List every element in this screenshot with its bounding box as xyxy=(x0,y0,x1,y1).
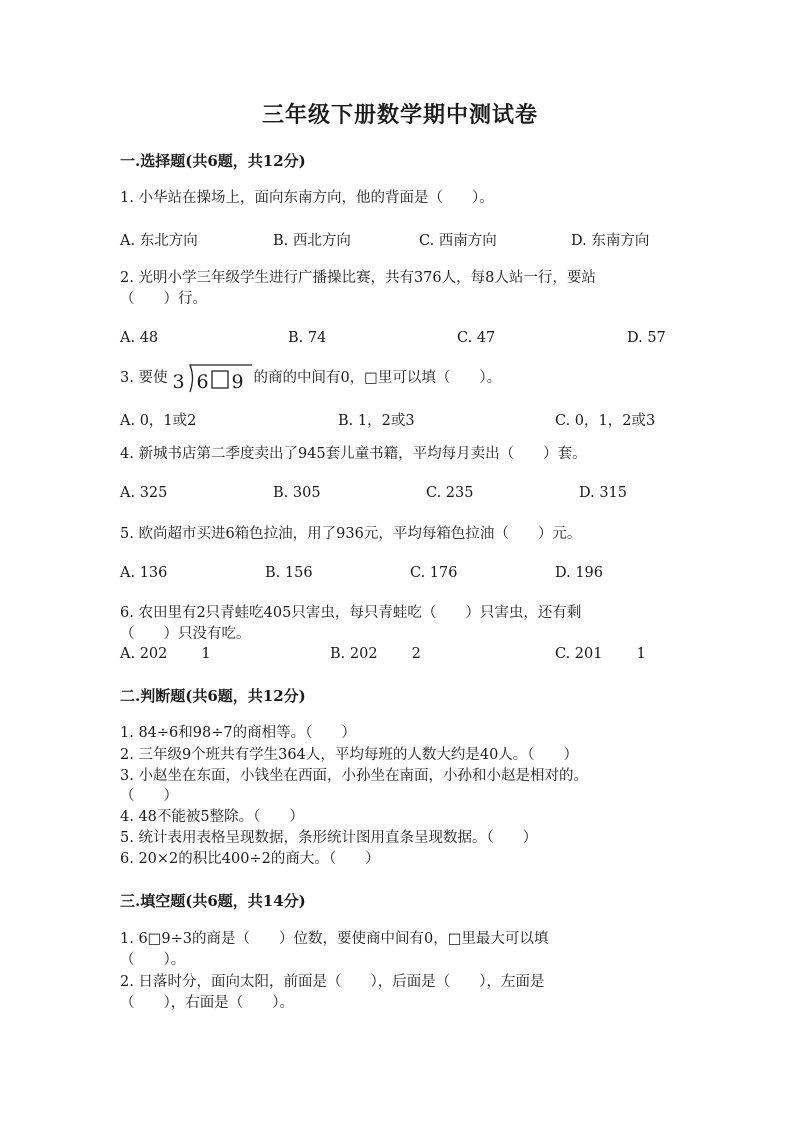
option-b[interactable]: B. 1，2或3 xyxy=(338,413,415,429)
judgement-item-3: 3. 小赵坐在东面，小钱坐在西面，小孙坐在南面，小孙和小赵是相对的。 xyxy=(120,768,588,784)
division-digit-1: 6 xyxy=(196,371,209,393)
option-a[interactable] xyxy=(120,646,211,662)
option-c[interactable]: C. 235 xyxy=(426,485,474,501)
section-heading-judgement: 二.判断题(共6题，共12分) xyxy=(120,687,306,705)
option-b[interactable]: B. 156 xyxy=(265,565,313,581)
option-a-second: 1 xyxy=(201,646,211,662)
judgement-item-5: 5. 统计表用表格呈现数据，条形统计图用直条呈现数据。（ ） xyxy=(120,830,538,846)
option-a[interactable]: A. 136 xyxy=(120,565,168,581)
division-digit-3: 9 xyxy=(231,371,244,393)
fill-item-1: 1. 6□9÷3的商是（ ）位数，要使商中间有0，□里最大可以填 xyxy=(120,931,549,947)
option-c-first: C. 201 xyxy=(555,646,603,662)
question-3-suffix: 的商的中间有0，□里可以填（ ）。 xyxy=(253,370,502,386)
option-c[interactable]: C. 西南方向 xyxy=(419,233,497,249)
option-d[interactable]: D. 东南方向 xyxy=(571,233,650,249)
judgement-item-3-cont: （ ） xyxy=(120,788,178,804)
option-a[interactable]: A. 48 xyxy=(120,330,159,346)
option-b[interactable]: B. 305 xyxy=(273,485,321,501)
fill-item-1-cont: （ ）。 xyxy=(120,952,186,968)
option-b-first: B. 202 xyxy=(330,646,378,662)
fill-item-2-cont: （ ），右面是（ ）。 xyxy=(120,995,294,1011)
option-d[interactable]: D. 315 xyxy=(579,485,628,501)
question-3 xyxy=(120,363,501,393)
section-heading-fill: 三.填空题(共6题，共14分) xyxy=(120,892,306,910)
question-2-line1: 2. 光明小学三年级学生进行广播操比赛，共有376人，每8人站一行，要站 xyxy=(120,270,596,286)
option-d[interactable]: D. 57 xyxy=(627,330,666,346)
option-c[interactable]: C. 47 xyxy=(457,330,496,346)
section-heading-choice: 一.选择题(共6题，共12分) xyxy=(120,152,306,170)
question-6-line1: 6. 农田里有2只青蛙吃405只害虫，每只青蛙吃（ ）只害虫，还有剩 xyxy=(120,605,582,621)
question-5: 5. 欧尚超市买进6箱色拉油，用了936元，平均每箱色拉油（ ）元。 xyxy=(120,526,582,542)
question-3-prefix: 3. 要使 xyxy=(120,370,168,386)
fill-item-2: 2. 日落时分，面向太阳，前面是（ ），后面是（ ），左面是 xyxy=(120,974,545,990)
page-title: 三年级下册数学期中测试卷 xyxy=(261,102,538,128)
option-c[interactable] xyxy=(555,646,646,662)
judgement-item-6: 6. 20×2的积比400÷2的商大。（ ） xyxy=(120,851,380,867)
option-d[interactable]: D. 196 xyxy=(555,565,604,581)
judgement-item-1: 1. 84÷6和98÷7的商相等。（ ） xyxy=(120,725,356,741)
option-b[interactable]: B. 74 xyxy=(288,330,327,346)
option-c[interactable]: C. 0，1，2或3 xyxy=(555,413,656,429)
blank-box-icon xyxy=(212,371,228,388)
option-a[interactable]: A. 0，1或2 xyxy=(120,413,197,429)
option-a-first: A. 202 xyxy=(120,646,168,662)
option-c[interactable]: C. 176 xyxy=(410,565,458,581)
option-b[interactable] xyxy=(330,646,421,662)
option-c-second: 1 xyxy=(636,646,646,662)
option-b-second: 2 xyxy=(411,646,421,662)
option-a[interactable]: A. 325 xyxy=(120,485,168,501)
division-figure xyxy=(168,363,252,393)
question-6-line2: （ ）只没有吃。 xyxy=(120,626,251,642)
option-b[interactable]: B. 西北方向 xyxy=(273,233,351,249)
question-1: 1. 小华站在操场上，面向东南方向，他的背面是（ ）。 xyxy=(120,190,494,206)
question-4: 4. 新城书店第二季度卖出了945套儿童书籍，平均每月卖出（ ）套。 xyxy=(120,446,587,462)
option-a[interactable]: A. 东北方向 xyxy=(120,233,198,249)
judgement-item-2: 2. 三年级9个班共有学生364人，平均每班的人数大约是40人。（ ） xyxy=(120,747,579,763)
division-divisor: 3 xyxy=(172,371,185,393)
question-2-line2: （ ）行。 xyxy=(120,291,207,307)
judgement-item-4: 4. 48不能被5整除。（ ） xyxy=(120,809,304,825)
